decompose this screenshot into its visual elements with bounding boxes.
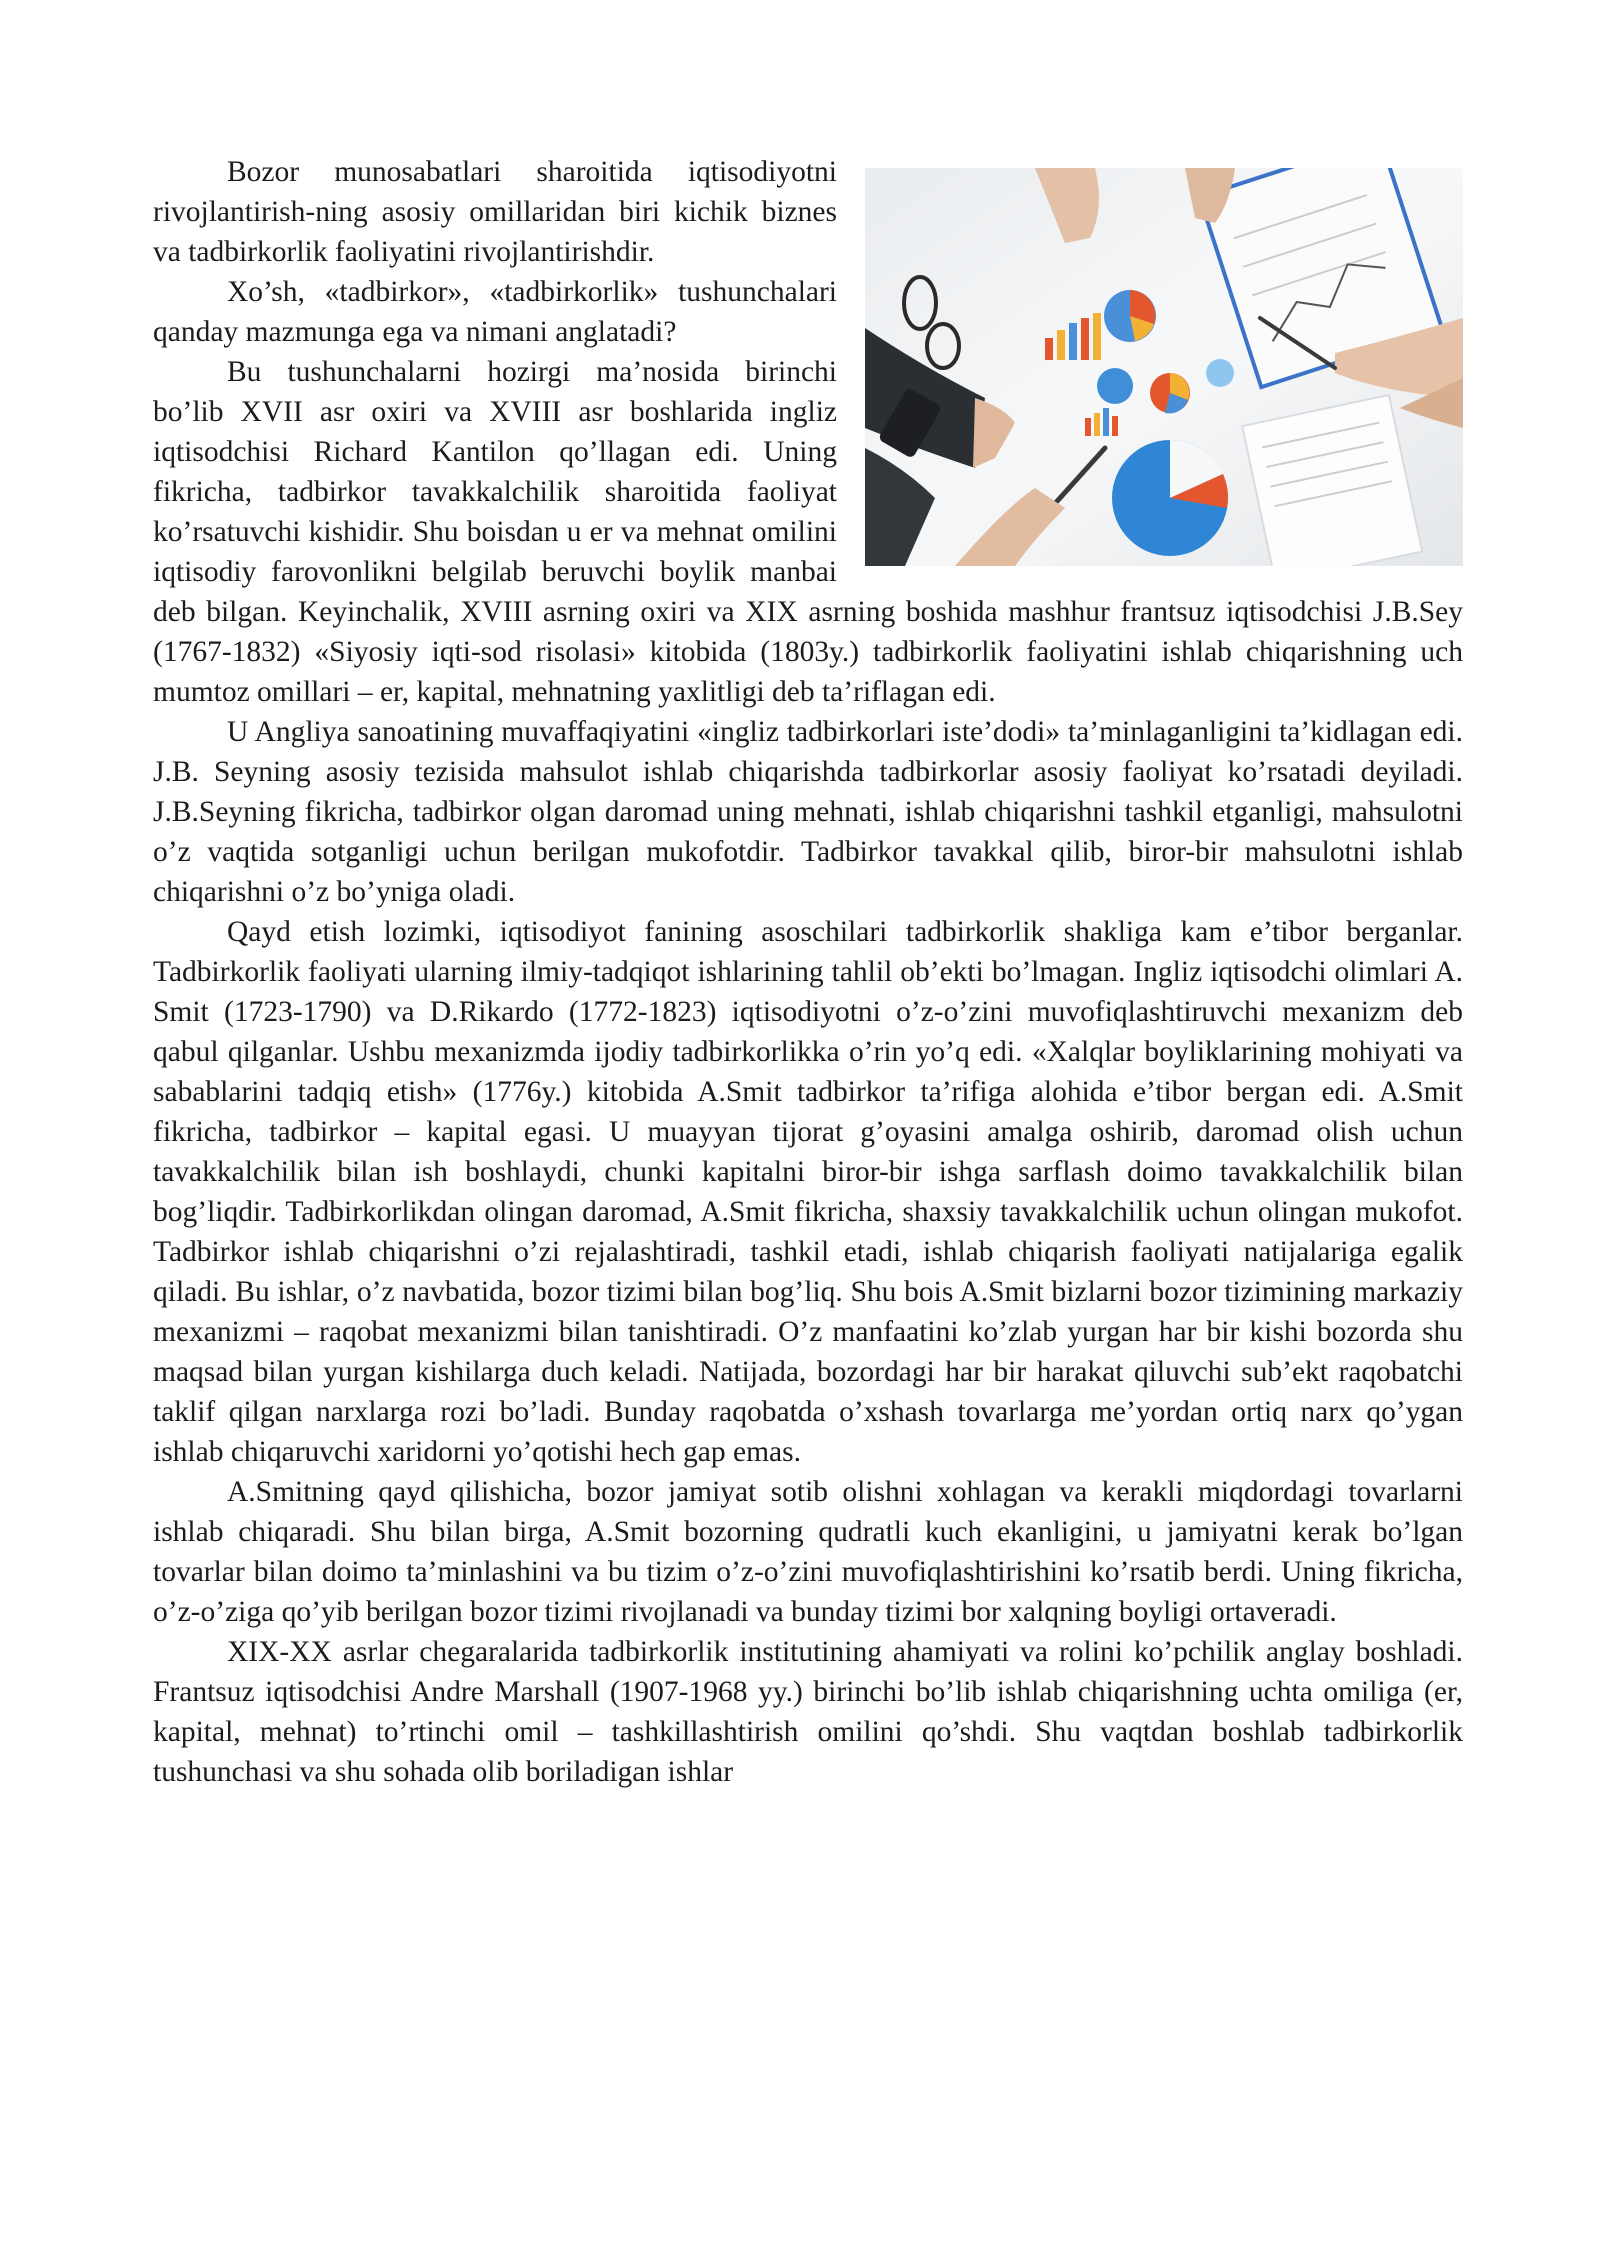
paragraph-3: Bu tushunchalarni hozirgi ma’nosida birinchi bo’lib XVII asr oxiri va XVIII asr boshlarida ingliz iqtisodchisi Richard Kantilon qo’llagan edi. Uning fikricha, tadbirkor tavakkalchilik sharoitida faoliyat ko’rsatuvchi kishidir. Shu boisdan u er va mehnat omilini iqtisodiy farovonlikni belgilab beruvchi boylik manbai deb bilgan. Keyinchalik, XVIII asrning oxiri va XIX asrning boshida mashhur frantsuz iqtisodchisi J.B.Sey (1767-1832) «Siyosiy iqti-sod risolasi» kitobida (1803y.) tadbirkorlik faoliyatini ishlab chiqarishning uch mumtoz omillari – er, kapital, mehnatning yaxlitligi deb ta’riflagan edi. bbox=[153, 356, 1463, 708]
photo-illustration bbox=[865, 168, 1463, 566]
paragraph-2: Xo’sh, «tadbirkor», «tadbirkorlik» tushunchalari qanday mazmunga ega va nimani anglatadi? bbox=[153, 276, 837, 348]
paragraph-1: Bozor munosabatlari sharoitida iqtisodiyotni rivojlantirish-ning asosiy omillaridan biri kichik biznes va tadbirkorlik faoliyatini rivojlantirishdir. bbox=[153, 156, 837, 268]
paragraph-6: A.Smitning qayd qilishicha, bozor jamiyat sotib olishni xohlagan va kerakli miqdordagi tovarlarni ishlab chiqaradi. Shu bilan birga, A.Smit bozorning qudratli kuch ekanligini, u jamiyatni kerak bo’lgan tovarlar bilan doimo ta’minlashini va bu tizim o’z-o’zini muvofiqlashtirishini ko’rsatib berdi. Uning fikricha, o’z-o’ziga qo’yib berilgan bozor tizimi rivojlanadi va bunday tizimi bor xalqning boyligi ortaveradi. bbox=[153, 1476, 1463, 1628]
business-charts-photo bbox=[865, 168, 1463, 566]
paragraph-4: U Angliya sanoatining muvaffaqiyatini «ingliz tadbirkorlari iste’dodi» ta’minlaganligini ta’kidlagan edi. J.B. Seyning asosiy tezisida mahsulot ishlab chiqarishda tadbirkorlar asosiy faoliyat ko’rsatadi deyiladi. J.B.Seyning fikricha, tadbirkor olgan daromad uning mehnati, ishlab chiqarishni tashkil etganligi, mahsulotni o’z vaqtida sotganligi uchun berilgan mukofotdir. Tadbirkor tavakkal qilib, biror-bir mahsulotni ishlab chiqarishni o’z bo’yniga oladi. bbox=[153, 716, 1463, 908]
paragraph-7: XIX-XX asrlar chegaralarida tadbirkorlik institutining ahamiyati va rolini ko’pchilik anglay boshladi. Frantsuz iqtisodchisi Andre Marshall (1907-1968 yy.) birinchi bo’lib ishlab chiqarishning uchta omiliga (er, kapital, mehnat) to’rtinchi omil – tashkillashtirish omilini qo’shdi. Shu vaqtdan boshlab tadbirkorlik tushunchasi va shu sohada olib boriladigan ishlar bbox=[153, 1636, 1463, 1788]
document-page bbox=[153, 152, 1463, 1792]
paragraph-5: Qayd etish lozimki, iqtisodiyot fanining asoschilari tadbirkorlik shakliga kam e’tibor berganlar. Tadbirkorlik faoliyati ularning ilmiy-tadqiqot ishlarining tahlil ob’ekti bo’lmagan. Ingliz iqtisodchi olimlari A. Smit (1723-1790) va D.Rikardo (1772-1823) iqtisodiyotni o’z-o’zini muvofiqlashtiruvchi mexanizm deb qabul qilganlar. Ushbu mexanizmda ijodiy tadbirkorlikka o’rin yo’q edi. «Xalqlar boyliklarining mohiyati va sabablarini tadqiq etish» (1776y.) kitobida A.Smit tadbirkor ta’rifiga alohida e’tibor bergan edi. A.Smit fikricha, tadbirkor – kapital egasi. U muayyan tijorat g’oyasini amalga oshirib, daromad olish uchun tavakkalchilik bilan ish boshlaydi, chunki kapitalni biror-bir ishga sarflash doimo tavakkalchilik bilan bog’liqdir. Tadbirkorlikdan olingan daromad, A.Smit fikricha, shaxsiy tavakkalchilik uchun olingan mukofot. Tadbirkor ishlab chiqarishni o’zi rejalashtiradi, tashkil etadi, ishlab chiqarish faoliyati natijalariga egalik qiladi. Bu ishlar, o’z navbatida, bozor tizimi bilan bog’liq. Shu bois A.Smit bizlarni bozor tizimining markaziy mexanizmi – raqobat mexanizmi bilan tanishtiradi. O’z manfaatini ko’zlab yurgan har bir kishi bozorda shu maqsad bilan yurgan kishilarga duch keladi. Natijada, bozordagi har bir harakat qiluvchi sub’ekt raqobatchi taklif qilgan narxlarga rozi bo’ladi. Bunday raqobatda o’xshash tovarlarga me’yordan ortiq narx qo’ygan ishlab chiqaruvchi xaridorni yo’qotishi hech gap emas. bbox=[153, 916, 1463, 1468]
